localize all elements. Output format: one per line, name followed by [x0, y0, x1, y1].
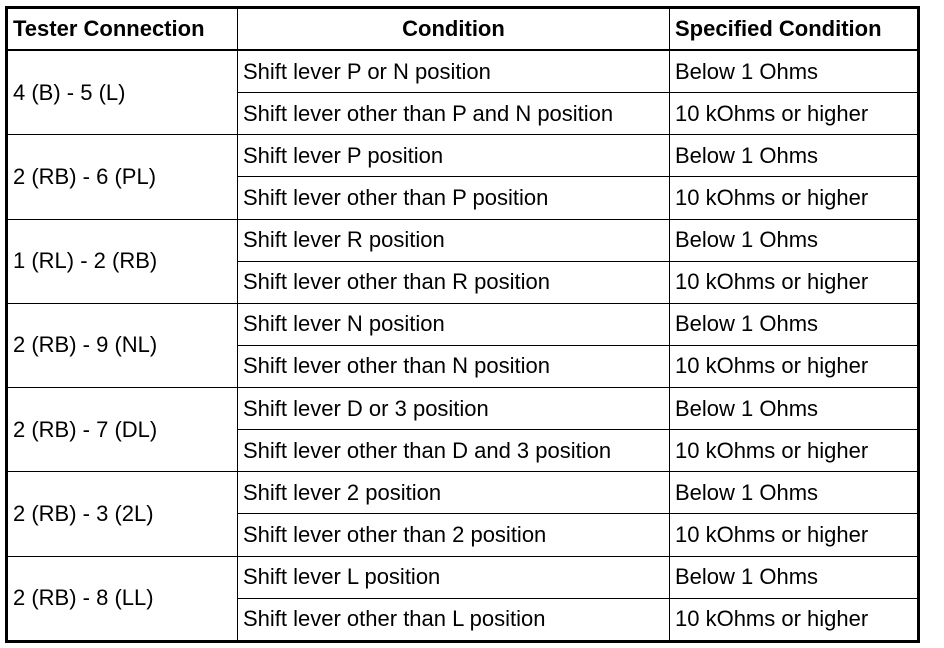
table-row [7, 388, 919, 430]
tester-connection-cell: 4 (B) - 5 (L) [7, 50, 238, 135]
condition-cell: Shift lever P or N position [238, 50, 670, 93]
table-row [7, 303, 919, 345]
specified-condition-cell: 10 kOhms or higher [670, 261, 919, 303]
specified-condition-cell: 10 kOhms or higher [670, 598, 919, 641]
condition-cell: Shift lever other than P position [238, 177, 670, 219]
table-header [7, 8, 919, 51]
specified-condition-cell: Below 1 Ohms [670, 219, 919, 261]
condition-cell: Shift lever other than D and 3 position [238, 430, 670, 472]
table-row [7, 50, 919, 93]
condition-cell: Shift lever P position [238, 135, 670, 177]
condition-cell: Shift lever other than L position [238, 598, 670, 641]
tester-connection-cell: 2 (RB) - 6 (PL) [7, 135, 238, 219]
condition-cell: Shift lever N position [238, 303, 670, 345]
tester-connection-cell: 2 (RB) - 7 (DL) [7, 388, 238, 472]
specified-condition-cell: Below 1 Ohms [670, 50, 919, 93]
specified-condition-cell: 10 kOhms or higher [670, 177, 919, 219]
condition-cell: Shift lever D or 3 position [238, 388, 670, 430]
specified-condition-cell: 10 kOhms or higher [670, 430, 919, 472]
condition-cell: Shift lever other than P and N position [238, 93, 670, 135]
specified-condition-cell: Below 1 Ohms [670, 472, 919, 514]
table-row [7, 135, 919, 177]
table-row [7, 472, 919, 514]
header-condition: Condition [238, 8, 670, 51]
condition-cell: Shift lever 2 position [238, 472, 670, 514]
specification-table [5, 6, 920, 643]
tester-connection-cell: 2 (RB) - 3 (2L) [7, 472, 238, 556]
specified-condition-cell: 10 kOhms or higher [670, 345, 919, 387]
specified-condition-cell: Below 1 Ohms [670, 556, 919, 598]
specified-condition-cell: Below 1 Ohms [670, 388, 919, 430]
specified-condition-cell: 10 kOhms or higher [670, 93, 919, 135]
specified-condition-cell: Below 1 Ohms [670, 303, 919, 345]
condition-cell: Shift lever other than 2 position [238, 514, 670, 556]
condition-cell: Shift lever other than N position [238, 345, 670, 387]
header-row [7, 8, 919, 51]
header-specified-condition: Specified Condition [670, 8, 919, 51]
specified-condition-cell: Below 1 Ohms [670, 135, 919, 177]
condition-cell: Shift lever R position [238, 219, 670, 261]
condition-cell: Shift lever other than R position [238, 261, 670, 303]
table-row [7, 219, 919, 261]
tester-connection-cell: 2 (RB) - 8 (LL) [7, 556, 238, 641]
table-row [7, 556, 919, 598]
tester-connection-cell: 2 (RB) - 9 (NL) [7, 303, 238, 387]
header-tester-connection: Tester Connection [7, 8, 238, 51]
tester-connection-cell: 1 (RL) - 2 (RB) [7, 219, 238, 303]
specified-condition-cell: 10 kOhms or higher [670, 514, 919, 556]
table-body [7, 50, 919, 642]
condition-cell: Shift lever L position [238, 556, 670, 598]
